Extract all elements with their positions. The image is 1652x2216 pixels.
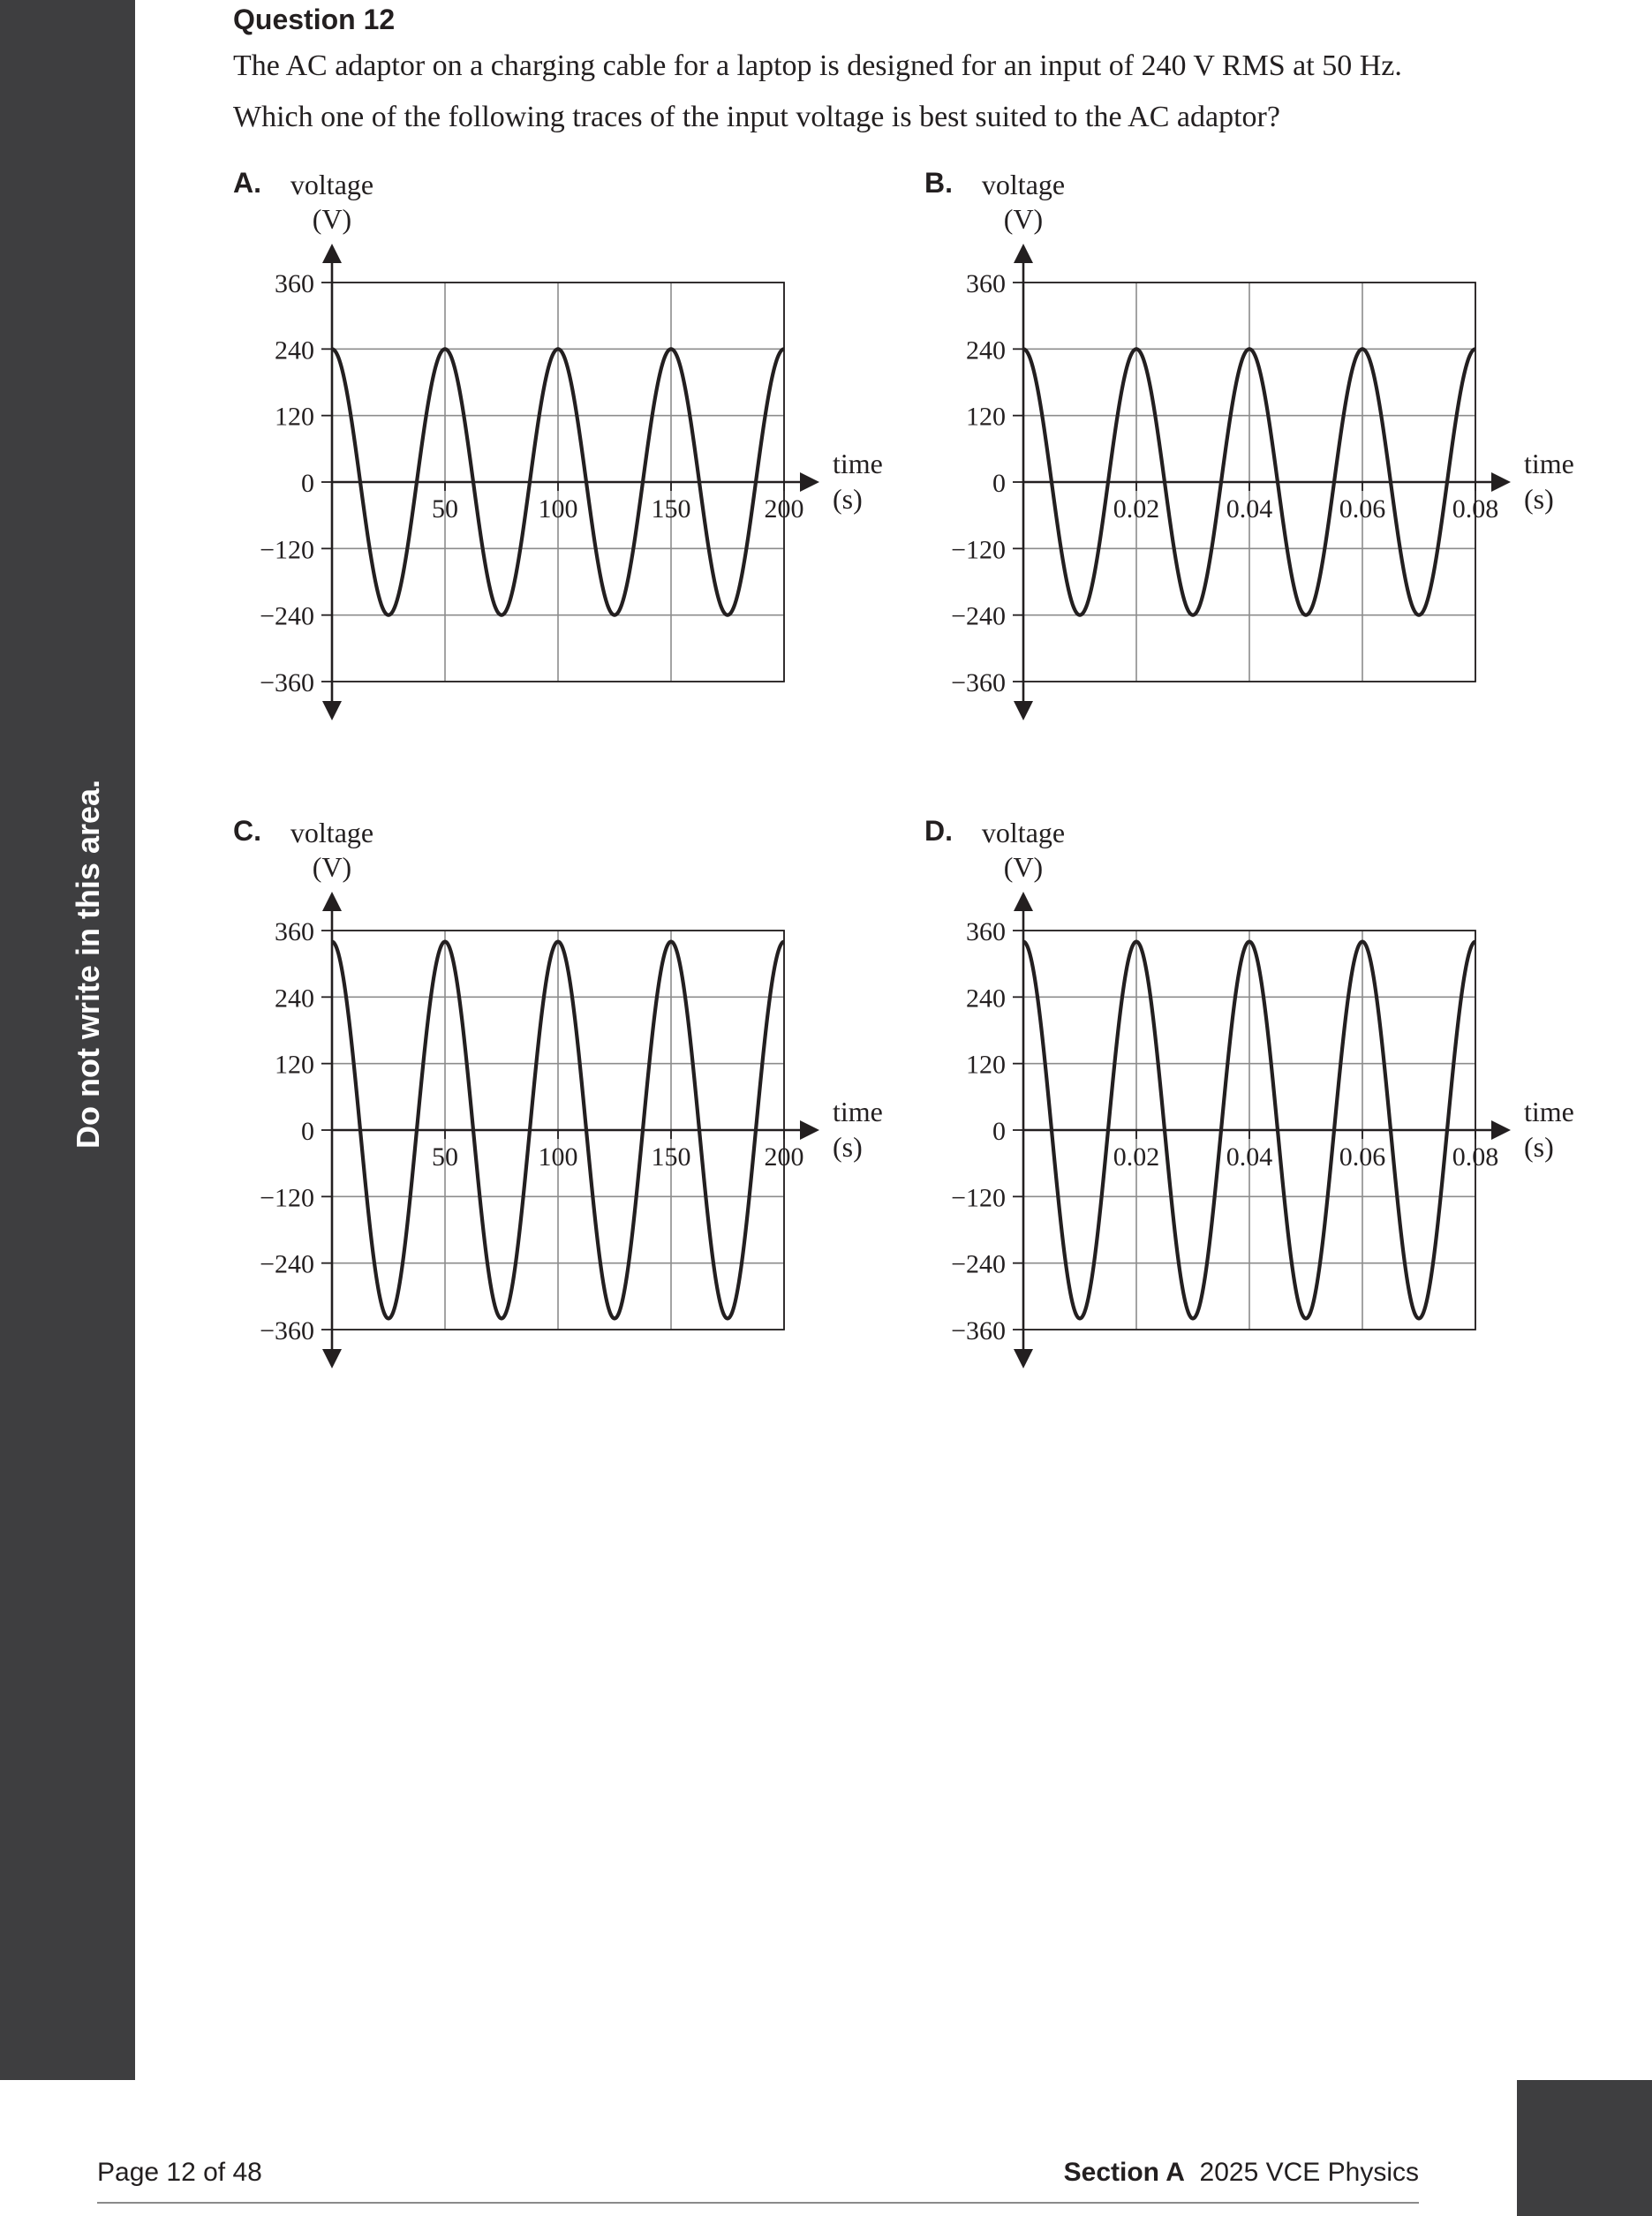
x-tick-label: 0.06 xyxy=(1339,1142,1386,1172)
y-tick-label: −240 xyxy=(260,601,314,631)
y-tick-label: −120 xyxy=(951,1183,1006,1213)
y-tick-label: −360 xyxy=(260,1316,314,1345)
y-tick-label: 360 xyxy=(275,269,314,298)
x-tick-label: 0.02 xyxy=(1113,1142,1160,1172)
y-tick-label: 240 xyxy=(966,984,1006,1014)
graph-c xyxy=(233,815,883,1368)
x-tick-label: 0.08 xyxy=(1452,494,1499,524)
x-axis-arrow xyxy=(800,472,819,492)
option-label: B. xyxy=(924,167,953,199)
y-tick-label: 120 xyxy=(275,402,314,432)
graph-a xyxy=(233,167,883,720)
x-axis-unit: (s) xyxy=(833,1131,863,1163)
y-tick-label: 240 xyxy=(275,335,314,366)
y-tick-label: −240 xyxy=(260,1249,314,1279)
y-axis-arrow-up xyxy=(322,892,342,911)
x-tick-label: 150 xyxy=(651,1142,691,1172)
x-tick-label: 50 xyxy=(432,494,458,524)
question-stem: The AC adaptor on a charging cable for a laptop is designed for an input of 240 V RMS at 50 Hz. xyxy=(233,49,1402,82)
y-axis-arrow-down xyxy=(1014,701,1033,720)
y-tick-label: −240 xyxy=(951,1249,1006,1279)
question-heading: Question 12 xyxy=(233,4,396,35)
footer-rule xyxy=(97,2202,1419,2204)
x-axis-unit: (s) xyxy=(1524,1131,1554,1163)
y-tick-label: 360 xyxy=(966,917,1006,946)
y-tick-label: −120 xyxy=(951,535,1006,565)
y-tick-label: −240 xyxy=(951,601,1006,631)
x-tick-label: 200 xyxy=(764,494,804,524)
y-axis-arrow-down xyxy=(1014,1349,1033,1368)
y-axis-unit: (V) xyxy=(1003,203,1044,235)
x-axis-unit: (s) xyxy=(833,483,863,515)
x-tick-label: 200 xyxy=(764,1142,804,1172)
x-axis-title: time xyxy=(833,1096,883,1127)
y-tick-label: −360 xyxy=(951,1316,1006,1345)
footer-subject: 2025 VCE Physics xyxy=(1199,2158,1419,2187)
x-axis-title: time xyxy=(833,448,883,479)
y-tick-label: 240 xyxy=(966,335,1006,366)
option-label: D. xyxy=(924,815,953,847)
y-tick-label: 120 xyxy=(966,1050,1006,1080)
question-prompt: Which one of the following traces of the input voltage is best suited to the AC adaptor? xyxy=(233,101,1280,133)
y-tick-label: 360 xyxy=(966,269,1006,298)
y-tick-label: 360 xyxy=(275,917,314,946)
footer-title xyxy=(1064,2158,1419,2188)
y-axis-arrow-down xyxy=(322,701,342,720)
y-tick-label: 0 xyxy=(301,1117,314,1146)
y-tick-label: −360 xyxy=(951,668,1006,697)
y-axis-title: voltage xyxy=(981,169,1066,200)
y-axis-title: voltage xyxy=(290,817,374,848)
footer-section: Section A xyxy=(1063,2158,1185,2187)
graph-d xyxy=(924,815,1574,1368)
y-axis-unit: (V) xyxy=(312,203,352,235)
y-axis-title: voltage xyxy=(981,817,1066,848)
y-axis-unit: (V) xyxy=(1003,851,1044,883)
y-tick-label: 0 xyxy=(992,469,1006,498)
y-tick-label: 120 xyxy=(966,402,1006,432)
x-axis-arrow xyxy=(1491,472,1511,492)
y-axis-arrow-down xyxy=(322,1349,342,1368)
y-tick-label: −120 xyxy=(260,1183,314,1213)
page-number: Page 12 of 48 xyxy=(97,2158,262,2187)
corner-block xyxy=(1517,2080,1652,2216)
y-tick-label: 0 xyxy=(992,1117,1006,1146)
y-tick-label: −120 xyxy=(260,535,314,565)
x-axis-unit: (s) xyxy=(1524,483,1554,515)
graph-b xyxy=(924,167,1574,720)
y-tick-label: −360 xyxy=(260,668,314,697)
x-tick-label: 100 xyxy=(538,1142,578,1172)
y-axis-unit: (V) xyxy=(312,851,352,883)
x-tick-label: 0.04 xyxy=(1226,494,1273,524)
x-tick-label: 0.08 xyxy=(1452,1142,1499,1172)
x-tick-label: 100 xyxy=(538,494,578,524)
x-axis-arrow xyxy=(800,1120,819,1140)
y-axis-title: voltage xyxy=(290,169,374,200)
y-axis-arrow-up xyxy=(322,244,342,263)
y-axis-arrow-up xyxy=(1014,892,1033,911)
x-tick-label: 150 xyxy=(651,494,691,524)
x-axis-title: time xyxy=(1524,1096,1574,1127)
y-tick-label: 240 xyxy=(275,984,314,1014)
x-tick-label: 50 xyxy=(432,1142,458,1172)
y-axis-arrow-up xyxy=(1014,244,1033,263)
sidebar-warning: Do not write in this area. xyxy=(70,779,106,1149)
x-tick-label: 0.02 xyxy=(1113,494,1160,524)
x-tick-label: 0.06 xyxy=(1339,494,1386,524)
x-axis-title: time xyxy=(1524,448,1574,479)
y-tick-label: 0 xyxy=(301,469,314,498)
y-tick-label: 120 xyxy=(275,1050,314,1080)
x-tick-label: 0.04 xyxy=(1226,1142,1273,1172)
option-label: C. xyxy=(233,815,261,847)
x-axis-arrow xyxy=(1491,1120,1511,1140)
option-label: A. xyxy=(233,167,261,199)
